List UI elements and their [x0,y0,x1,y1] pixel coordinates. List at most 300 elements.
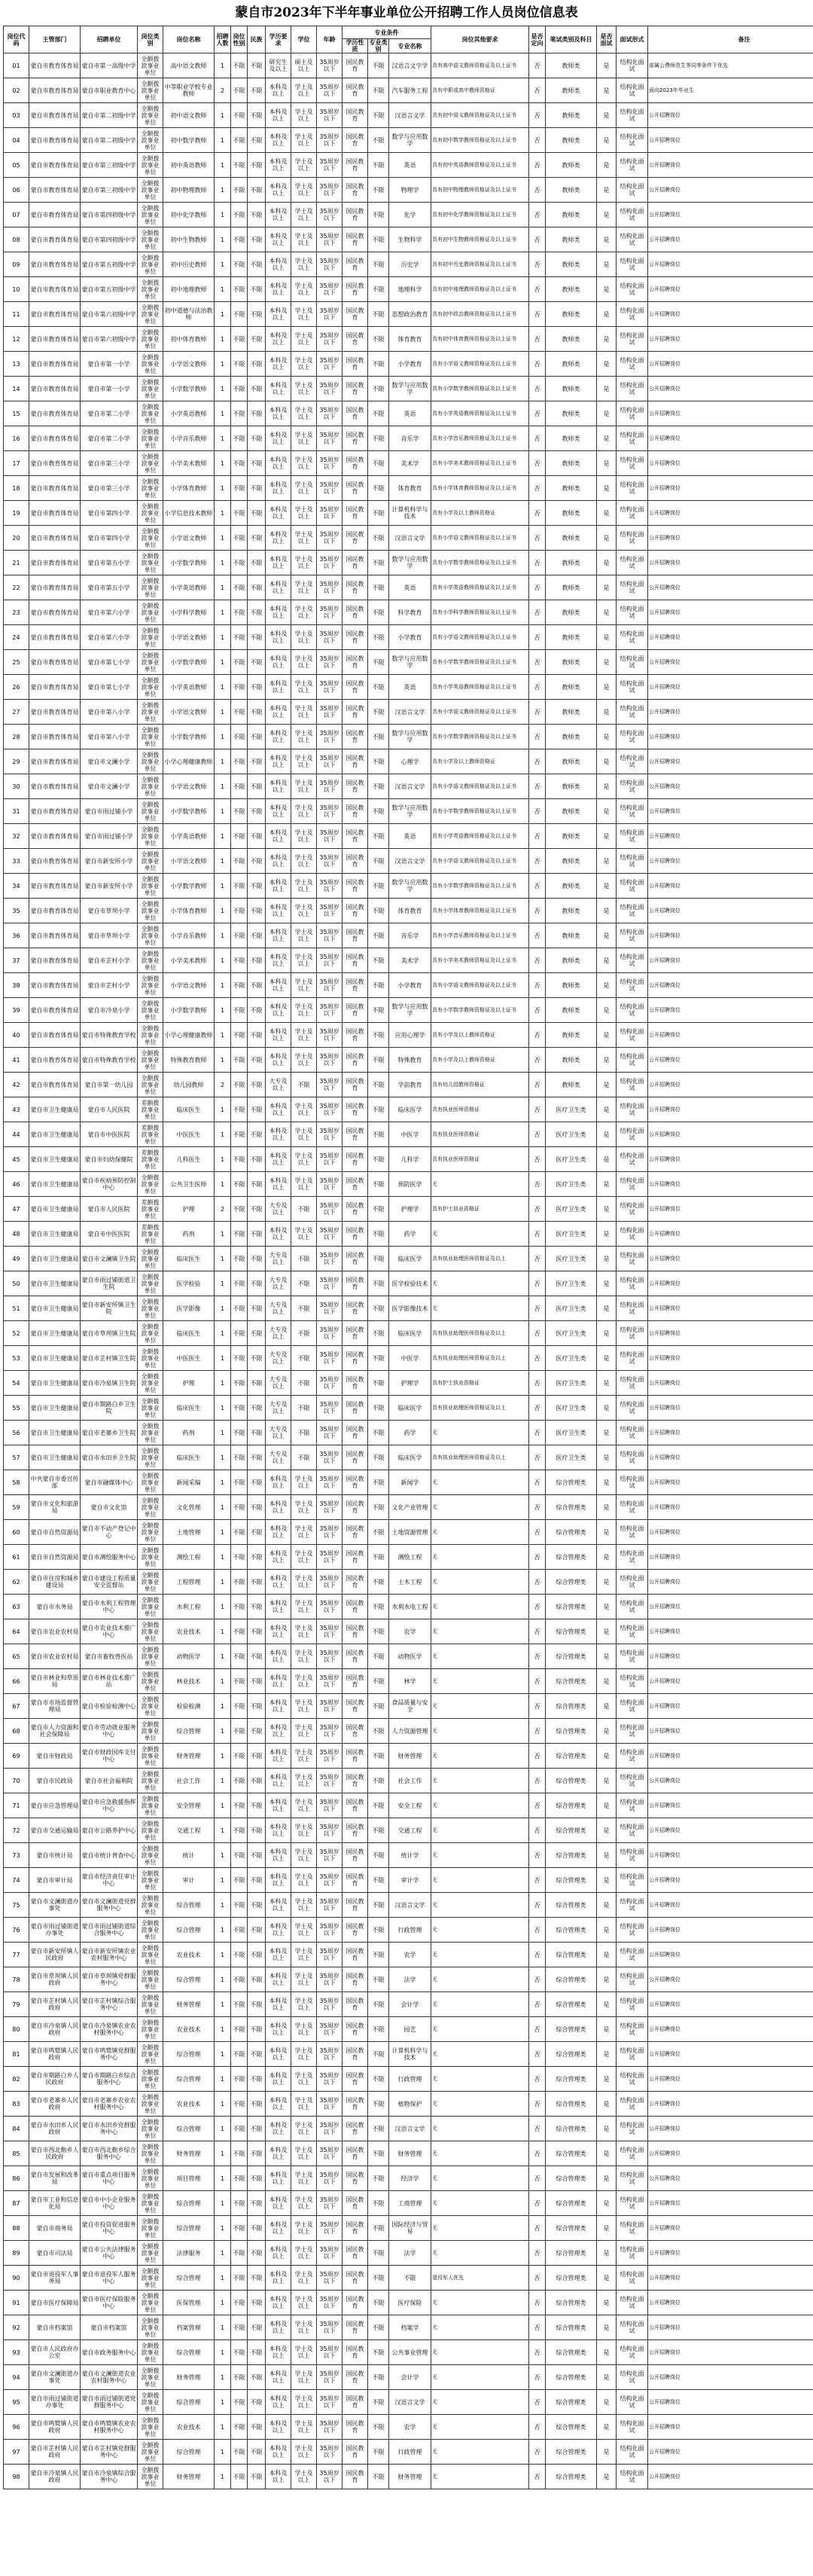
table-cell: 不限 [368,2415,389,2440]
table-cell: 国民教育 [343,675,368,700]
table-cell: 国民教育 [343,824,368,849]
table-cell: 不限 [231,1222,248,1247]
table-cell: 学士及以上 [291,2291,317,2315]
table-cell: 学士及以上 [291,1122,317,1147]
table-cell: 67 [4,1694,29,1719]
table-cell: 1 [215,1122,231,1147]
table-row [4,1371,813,1396]
table-cell: 本科及以上 [266,625,291,650]
table-cell: 蒙自市冷泉镇人民政府 [29,2017,81,2042]
table-cell: 是 [597,1371,617,1396]
table-cell: 国民教育 [343,1893,368,1918]
table-cell: 不限 [248,973,266,998]
table-cell: 否 [529,1421,546,1445]
table-cell: 蒙自市教育体育局 [29,824,81,849]
table-cell: 全额拨款事业单位 [138,1073,163,1097]
table-cell: 35周岁以下 [317,1570,343,1595]
table-cell: 是 [597,2291,617,2315]
table-cell: 植物保护 [389,2092,431,2117]
table-cell: 不限 [368,327,389,352]
table-cell: 国民教育 [343,1122,368,1147]
table-cell: 85 [4,2141,29,2166]
table-cell: 不限 [248,1793,266,1818]
table-cell: 蒙自市西北勒乡综合服务中心 [81,2141,138,2166]
table-cell: 全额拨款事业单位 [138,1396,163,1421]
table-cell: 全额拨款事业单位 [138,1967,163,1992]
table-cell: 学士及以上 [291,849,317,874]
table-cell: 不限 [368,203,389,227]
table-cell: 学士及以上 [291,1470,317,1495]
table-cell: 国民教育 [343,178,368,203]
table-cell: 具有护士执业资格证 [431,1371,529,1396]
table-row [4,2216,813,2241]
table-cell: 否 [529,227,546,252]
table-cell: 本科及以上 [266,1495,291,1520]
table-row [4,1793,813,1818]
table-row [4,526,813,551]
table-cell: 72 [4,1818,29,1843]
table-cell: 具有执业医师资格证 [431,1147,529,1172]
table-cell: 综合管理 [163,2266,215,2291]
table-cell: 蒙自市卫生健康局 [29,1247,81,1271]
table-cell: 不限 [231,973,248,998]
table-cell: 是 [597,1669,617,1694]
table-cell: 水利水电工程 [389,1595,431,1619]
table-cell: 否 [529,103,546,128]
table-cell: 1 [215,1396,231,1421]
table-cell: 是 [597,2017,617,2042]
table-cell: 蒙自市市场监督管理局 [29,1694,81,1719]
table-cell: 不限 [231,2042,248,2067]
column-header: 是否面试 [597,26,617,53]
table-cell: 87 [4,2191,29,2216]
table-cell: 35周岁以下 [317,1520,343,1545]
table-cell: 美术学 [389,451,431,476]
table-cell: 1 [215,2291,231,2315]
table-cell: 公开招聘岗位 [648,849,813,874]
table-cell: 汉语言文学 [389,849,431,874]
table-cell: 财务管理 [389,2465,431,2489]
table-cell: 蒙自市第七小学 [81,675,138,700]
table-cell: 公开招聘岗位 [648,1669,813,1694]
table-cell: 不限 [368,2166,389,2191]
table-cell: 本科及以上 [266,2291,291,2315]
table-cell: 1 [215,1992,231,2017]
table-cell: 全额拨款事业单位 [138,302,163,327]
table-cell: 蒙自市教育体育局 [29,998,81,1023]
table-cell: 不限 [231,1048,248,1073]
table-cell: 全额拨款事业单位 [138,2266,163,2291]
table-cell: 医疗卫生类 [546,1247,597,1271]
table-row [4,203,813,227]
table-cell: 35周岁以下 [317,1048,343,1073]
table-cell: 32 [4,824,29,849]
table-cell: 不限 [248,1097,266,1122]
table-cell: 不限 [248,1644,266,1669]
table-cell: 50 [4,1271,29,1296]
table-cell: 学士及以上 [291,1147,317,1172]
table-cell: 不限 [368,725,389,749]
table-cell: 国民教育 [343,1545,368,1570]
table-cell: 教师类 [546,948,597,973]
table-cell: 学士及以上 [291,103,317,128]
table-cell: 蒙自市水田乡党群服务中心 [81,2117,138,2141]
table-cell: 公开招聘岗位 [648,824,813,849]
table-cell: 本科及以上 [266,1793,291,1818]
table-cell: 国民教育 [343,2117,368,2141]
table-cell: 具有小学音乐教师资格证及以上证书 [431,923,529,948]
table-cell: 35周岁以下 [317,302,343,327]
table-cell: 具有小学数学教师资格证及以上证书 [431,725,529,749]
table-cell: 不限 [231,700,248,725]
table-cell: 不限 [231,600,248,625]
table-cell: 是 [597,2117,617,2141]
table-cell: 综合管理类 [546,1470,597,1495]
table-cell: 学士及以上 [291,1048,317,1073]
table-cell: 预防医学 [389,1172,431,1197]
table-cell: 1 [215,1346,231,1371]
table-cell: 2 [215,78,231,103]
table-cell: 88 [4,2216,29,2241]
table-cell: 国民教育 [343,725,368,749]
table-cell: 学士及以上 [291,1793,317,1818]
table-cell: 本科及以上 [266,1048,291,1073]
table-cell: 研究生及以上 [266,53,291,78]
table-cell: 1 [215,2266,231,2291]
table-cell: 否 [529,2241,546,2266]
table-cell: 全额拨款事业单位 [138,2390,163,2415]
table-cell: 是 [597,874,617,899]
table-cell: 不限 [248,874,266,899]
table-cell: 公开招聘岗位 [648,2216,813,2241]
table-cell: 学士及以上 [291,1843,317,1868]
table-cell: 不限 [231,1992,248,2017]
table-cell: 蒙自市财政国库支付中心 [81,1744,138,1769]
table-cell: 不限 [248,277,266,302]
table-cell: 结构化面试 [617,2365,648,2390]
table-cell: 公共事业管理 [389,2340,431,2365]
table-cell: 78 [4,1967,29,1992]
table-cell: 教师类 [546,103,597,128]
table-cell: 不限 [231,1445,248,1470]
table-cell: 结构化面试 [617,799,648,824]
table-cell: 公开招聘岗位 [648,1992,813,2017]
table-cell: 蒙自市雨过铺街道综合服务中心 [81,1918,138,1943]
table-cell: 结构化面试 [617,1918,648,1943]
table-cell: 不限 [231,1619,248,1644]
table-cell: 园艺 [389,2017,431,2042]
table-cell: 具有小学数学教师资格证及以上证书 [431,650,529,675]
table-cell: 不限 [231,1321,248,1346]
table-cell: 学士及以上 [291,824,317,849]
column-header: 岗位名称 [163,26,215,53]
table-cell: 蒙自市教育体育局 [29,252,81,277]
table-row [4,103,813,128]
table-cell: 综合管理类 [546,1793,597,1818]
table-cell: 全额拨款事业单位 [138,476,163,501]
table-cell: 公开招聘岗位 [648,451,813,476]
table-cell: 本科及以上 [266,2042,291,2067]
table-cell: 不限 [368,1122,389,1147]
table-cell: 蒙自市第二初级中学 [81,103,138,128]
table-cell: 不限 [368,2241,389,2266]
table-cell: 本科及以上 [266,1769,291,1793]
table-cell: 不限 [248,426,266,451]
table-cell: 具有小学数学教师资格证及以上证书 [431,377,529,401]
table-cell: 国民教育 [343,2241,368,2266]
table-cell: 1 [215,2390,231,2415]
table-cell: 蒙自市第一高级中学 [81,53,138,78]
table-cell: 公开招聘岗位 [648,526,813,551]
table-cell: 是 [597,1296,617,1321]
table-cell: 不限 [231,948,248,973]
table-cell: 学士及以上 [291,1943,317,1967]
table-cell: 否 [529,2141,546,2166]
table-cell: 本科及以上 [266,849,291,874]
table-cell: 具有初中数学教师资格证及以上证书 [431,128,529,153]
table-cell: 1 [215,2191,231,2216]
table-cell: 不限 [368,1147,389,1172]
table-cell: 学士及以上 [291,1918,317,1943]
table-cell: 公开招聘岗位 [648,352,813,377]
table-cell: 35周岁以下 [317,2017,343,2042]
table-cell: 不限 [231,575,248,600]
table-cell: 蒙自市第五初级中学 [81,277,138,302]
table-cell: 全额拨款事业单位 [138,2291,163,2315]
table-cell: 国民教育 [343,2365,368,2390]
table-cell: 不限 [291,1271,317,1296]
table-cell: 具有初中地理教师资格证及以上证书 [431,277,529,302]
table-cell: 本科及以上 [266,501,291,526]
table-cell: 初中道德与法治教师 [163,302,215,327]
table-cell: 93 [4,2340,29,2365]
table-cell: 不限 [248,2415,266,2440]
table-cell: 国民教育 [343,1868,368,1893]
table-cell: 全额拨款事业单位 [138,1445,163,1470]
table-cell: 本科及以上 [266,227,291,252]
table-cell: 不限 [248,1893,266,1918]
table-cell: 35周岁以下 [317,426,343,451]
table-cell: 蒙自市自然资源局 [29,1520,81,1545]
table-cell: 是 [597,1570,617,1595]
table-cell: 全额拨款事业单位 [138,178,163,203]
table-cell: 国民教育 [343,700,368,725]
table-cell: 1 [215,2315,231,2340]
table-cell: 是 [597,203,617,227]
table-cell: 本科及以上 [266,1918,291,1943]
table-cell: 蒙自市教育体育局 [29,650,81,675]
table-cell: 大专及以上 [266,1445,291,1470]
table-cell: 不限 [248,2191,266,2216]
table-cell: 1 [215,973,231,998]
table-cell: 否 [529,2266,546,2291]
table-cell: 蒙自市农业技术推广中心 [81,1619,138,1644]
table-cell: 综合管理 [163,2390,215,2415]
table-cell: 不限 [231,2141,248,2166]
table-cell: 无 [431,1992,529,2017]
table-cell: 学士及以上 [291,501,317,526]
table-cell: 结构化面试 [617,600,648,625]
table-cell: 不限 [231,2440,248,2465]
table-cell: 74 [4,1868,29,1893]
table-cell: 不限 [248,302,266,327]
table-cell: 综合管理类 [546,1992,597,2017]
table-cell: 结构化面试 [617,451,648,476]
table-cell: 化学 [389,203,431,227]
table-cell: 否 [529,973,546,998]
table-cell: 蒙自市第六小学 [81,600,138,625]
table-cell: 计算机科学与技术 [389,501,431,526]
table-cell: 无 [431,2216,529,2241]
table-cell: 否 [529,2117,546,2141]
table-cell: 否 [529,377,546,401]
table-cell: 全额拨款事业单位 [138,551,163,575]
table-cell: 国民教育 [343,1793,368,1818]
table-row [4,377,813,401]
table-cell: 35周岁以下 [317,2216,343,2241]
table-cell: 35周岁以下 [317,526,343,551]
table-cell: 否 [529,675,546,700]
table-cell: 公开招聘岗位 [648,2465,813,2489]
table-cell: 不限 [231,203,248,227]
table-cell: 土地管理 [163,1520,215,1545]
table-cell: 小学英语教师 [163,575,215,600]
table-row [4,1520,813,1545]
table-cell: 本科及以上 [266,1744,291,1769]
table-cell: 国民教育 [343,1520,368,1545]
table-cell: 不限 [368,2365,389,2390]
table-cell: 结构化面试 [617,1247,648,1271]
table-cell: 教师类 [546,799,597,824]
table-cell: 本科及以上 [266,725,291,749]
table-cell: 初中语文教师 [163,103,215,128]
table-cell: 不限 [248,1570,266,1595]
table-cell: 动物医学 [389,1644,431,1669]
table-cell: 不限 [231,2390,248,2415]
table-cell: 国民教育 [343,948,368,973]
table-cell: 儿科学 [389,1147,431,1172]
table-cell: 不限 [248,2092,266,2117]
table-cell: 公开招聘岗位 [648,377,813,401]
table-cell: 学士及以上 [291,1868,317,1893]
table-cell: 不限 [368,625,389,650]
table-row [4,1396,813,1421]
table-cell: 不限 [248,1694,266,1719]
table-cell: 73 [4,1843,29,1868]
table-cell: 不限 [231,377,248,401]
table-cell: 具有小学英语教师资格证及以上证书 [431,824,529,849]
table-cell: 不限 [368,1321,389,1346]
table-cell: 本科及以上 [266,153,291,178]
table-cell: 国际经济与贸易 [389,2216,431,2241]
table-cell: 综合管理类 [546,1644,597,1669]
table-cell: 不限 [248,501,266,526]
table-cell: 中医学 [389,1346,431,1371]
table-cell: 04 [4,128,29,153]
table-cell: 是 [597,1247,617,1271]
table-cell: 小学美术教师 [163,451,215,476]
table-cell: 不限 [248,1197,266,1222]
table-cell: 不限 [231,352,248,377]
table-cell: 国民教育 [343,1346,368,1371]
table-cell: 学士及以上 [291,1172,317,1197]
table-cell: 89 [4,2241,29,2266]
table-cell: 蒙自市退役军人服务中心 [81,2266,138,2291]
table-row [4,2440,813,2465]
table-cell: 幼儿园教师 [163,1073,215,1097]
table-cell: 否 [529,1570,546,1595]
table-cell: 小学数学教师 [163,799,215,824]
table-cell: 汉语言文学 [389,700,431,725]
table-cell: 蒙自市草坝小学 [81,923,138,948]
table-cell: 蒙自市投资促进服务中心 [81,2216,138,2241]
table-cell: 1 [215,476,231,501]
table-cell: 蒙自市人力资源和社会保障局 [29,1719,81,1744]
table-cell: 公开招聘岗位 [648,327,813,352]
table-cell: 不限 [231,1793,248,1818]
table-cell: 心理学 [389,749,431,774]
table-cell: 公开招聘岗位 [648,551,813,575]
table-cell: 无 [431,1172,529,1197]
table-cell: 医学影像技术 [389,1296,431,1321]
table-cell: 国民教育 [343,2166,368,2191]
table-cell: 结构化面试 [617,774,648,799]
table-cell: 国民教育 [343,401,368,426]
table-cell: 58 [4,1470,29,1495]
table-cell: 结构化面试 [617,1073,648,1097]
table-cell: 结构化面试 [617,575,648,600]
table-row [4,1570,813,1595]
table-cell: 本科及以上 [266,1470,291,1495]
table-cell: 数学与应用数学 [389,128,431,153]
table-cell: 不限 [231,1545,248,1570]
table-cell: 学士及以上 [291,1595,317,1619]
table-cell: 不限 [231,1843,248,1868]
table-cell: 35周岁以下 [317,1197,343,1222]
table-cell: 初中英语教师 [163,153,215,178]
table-cell: 不限 [248,1296,266,1321]
table-cell: 全额拨款事业单位 [138,1495,163,1520]
table-cell: 蒙自市第八小学 [81,700,138,725]
table-cell: 全额拨款事业单位 [138,377,163,401]
table-cell: 15 [4,401,29,426]
table-cell: 公开招聘岗位 [648,1843,813,1868]
table-cell: 全额拨款事业单位 [138,2191,163,2216]
table-cell: 学士及以上 [291,1818,317,1843]
table-cell: 20 [4,526,29,551]
table-cell: 结构化面试 [617,1868,648,1893]
table-cell: 不限 [368,923,389,948]
table-cell: 是 [597,501,617,526]
table-row [4,1719,813,1744]
table-cell: 本科及以上 [266,1520,291,1545]
table-cell: 结构化面试 [617,1097,648,1122]
table-cell: 不限 [368,377,389,401]
table-cell: 学士及以上 [291,277,317,302]
table-cell: 本科及以上 [266,1843,291,1868]
table-cell: 蒙自市第四小学 [81,526,138,551]
table-cell: 本科及以上 [266,128,291,153]
table-cell: 公开招聘岗位 [648,1495,813,1520]
table-cell: 无 [431,2241,529,2266]
table-cell: 是 [597,1073,617,1097]
table-cell: 体育教育 [389,327,431,352]
table-cell: 本科及以上 [266,899,291,923]
table-cell: 综合管理类 [546,1818,597,1843]
table-cell: 蒙自市畜牧兽医站 [81,1644,138,1669]
column-header: 专业名称 [389,39,431,53]
table-cell: 全额拨款事业单位 [138,1769,163,1793]
